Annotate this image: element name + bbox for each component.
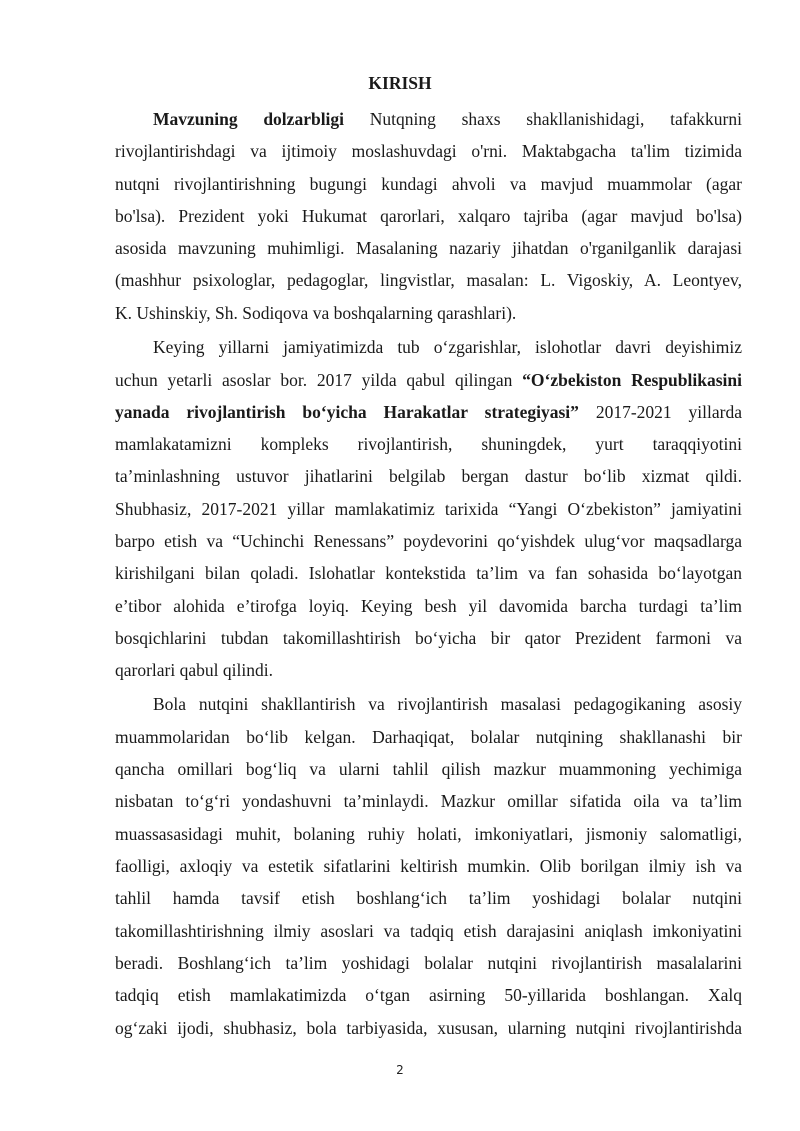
paragraph-2-line: e’tibor alohida e’tirofga loyiq. Keying besh yil davomida barcha turdagi ta’lim [115, 596, 742, 616]
paragraph-3-line: og‘zaki ijodi, shubhasiz, bola tarbiyasida, xususan, ularning nutqini rivojlantirishda [115, 1018, 742, 1038]
bold-phrase: Mavzuning dolzarbligi [153, 109, 345, 129]
paragraph-3-line: faolligi, axloqiy va estetik sifatlarini keltirish mumkin. Olib borilgan ilmiy ish va [115, 856, 742, 876]
paragraph-3-line: nisbatan to‘g‘ri yondashuvni ta’minlaydi. Mazkur omillar sifatida oila va ta’lim [115, 791, 742, 811]
paragraph-1-line: K. Ushinskiy, Sh. Sodiqova va boshqalarning qarashlari). [115, 303, 517, 323]
text-run: Nutqning shaxs shakllanishidagi, tafakkurni [344, 109, 742, 129]
paragraph-3-line: Bola nutqini shakllantirish va rivojlantirish masalasi pedagogikaning asosiy [153, 694, 742, 714]
paragraph-3-line: takomillashtirishning ilmiy asoslari va tadqiq etish darajasini aniqlash imkoniyatini [115, 921, 742, 941]
paragraph-1-line: asosida mavzuning muhimligi. Masalaning nazariy jihatdan o'rganilganlik darajasi [115, 238, 742, 258]
paragraph-2-line: kirishilgani bilan qoladi. Islohatlar kontekstida ta’lim va fan sohasida bo‘layotgan [115, 563, 742, 583]
paragraph-2-line: Shubhasiz, 2017-2021 yillar mamlakatimiz tarixida “Yangi O‘zbekiston” jamiyatini [115, 499, 742, 519]
paragraph-2-line: Keying yillarni jamiyatimizda tub o‘zgarishlar, islohotlar davri deyishimiz [153, 337, 742, 357]
paragraph-1-line: rivojlantirishdagi va ijtimoiy moslashuvdagi o'rni. Maktabgacha ta'lim tizimida [115, 141, 742, 161]
paragraph-2-line [115, 396, 742, 428]
paragraph-2-line: barpo etish va “Uchinchi Renessans” poydevorini qo‘yishdek ulug‘vor maqsadlarga [115, 531, 742, 551]
paragraph-3-line: beradi. Boshlang‘ich ta’lim yoshidagi bolalar nutqini rivojlantirish masalalarini [115, 953, 742, 973]
paragraph-3-line: tadqiq etish mamlakatimizda o‘tgan asirning 50-yillarida boshlangan. Xalq [115, 985, 742, 1005]
paragraph-2-line: bosqichlarini tubdan takomillashtirish bo‘yicha bir qator Prezident farmoni va [115, 628, 742, 648]
page-number: 2 [396, 1063, 404, 1077]
paragraph-1-line: nutqni rivojlantirishning bugungi kundagi ahvoli va mavjud muammolar (agar [115, 174, 742, 194]
paragraph-3-line: muassasasidagi muhit, bolaning ruhiy holati, imkoniyatlari, jismoniy salomatligi, [115, 824, 742, 844]
paragraph-2-line: ta’minlashning ustuvor jihatlarini belgilab bergan dastur bo‘lib xizmat qildi. [115, 466, 742, 486]
paragraph-3-line: muammolaridan bo‘lib kelgan. Darhaqiqat, bolalar nutqining shakllanashi bir [115, 727, 742, 747]
text-run: uchun yetarli asoslar bor. 2017 yilda qabul qilingan [115, 370, 523, 390]
paragraph-2-line: qarorlari qabul qilindi. [115, 660, 273, 680]
paragraph-2-line: mamlakatamizni kompleks rivojlantirish, shuningdek, yurt taraqqiyotini [115, 434, 742, 454]
paragraph-3-line: tahlil hamda tavsif etish boshlang‘ich ta’lim yoshidagi bolalar nutqini [115, 888, 742, 908]
bold-phrase: “O‘zbekiston Respublikasini [522, 370, 742, 390]
paragraph-1-line [153, 103, 742, 135]
paragraph-3-line: qancha omillari bog‘liq va ularni tahlil qilish mazkur muammoning yechimiga [115, 759, 742, 779]
bold-phrase: yanada rivojlantirish bo‘yicha Harakatlar strategiyasi” [115, 402, 579, 422]
paragraph-2-line [115, 364, 742, 396]
document-heading: KIRISH [368, 73, 432, 93]
paragraph-1-line: (mashhur psixologlar, pedagoglar, lingvistlar, masalan: L. Vigoskiy, A. Leontyev, [115, 270, 742, 290]
paragraph-1-line: bo'lsa). Prezident yoki Hukumat qarorlari, xalqaro tajriba (agar mavjud bo'lsa) [115, 206, 742, 226]
text-run: 2017-2021 yillarda [578, 402, 743, 422]
